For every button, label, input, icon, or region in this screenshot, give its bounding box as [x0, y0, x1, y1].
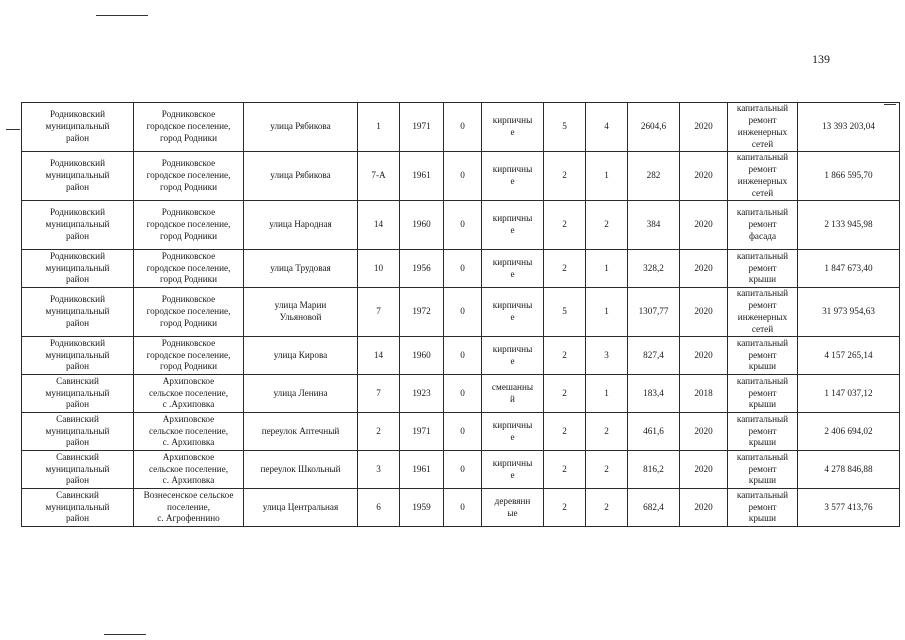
cell-plan-year: 2020: [680, 337, 728, 375]
cell-street: улица Рябикова: [244, 152, 358, 201]
cell-cost: 2 133 945,98: [798, 201, 900, 250]
cell-cost: 13 393 203,04: [798, 103, 900, 152]
cell-area: 384: [628, 201, 680, 250]
page-number: 139: [812, 52, 830, 66]
cell-work-type: капитальный ремонт инженерных сетей: [728, 103, 798, 152]
cell-entrances: 2: [586, 489, 628, 527]
cell-entrances: 1: [586, 152, 628, 201]
cell-plan-year: 2020: [680, 451, 728, 489]
cell-house-number: 7: [358, 375, 400, 413]
cell-floors: 5: [544, 103, 586, 152]
table-row: [22, 413, 900, 451]
housing-repair-table: [21, 102, 900, 527]
table-row: [22, 288, 900, 337]
cell-street: переулок Школьный: [244, 451, 358, 489]
cell-work-type: капитальный ремонт крыши: [728, 375, 798, 413]
cell-work-type: капитальный ремонт крыши: [728, 337, 798, 375]
cell-build-year: 1961: [400, 152, 444, 201]
cell-wall-material: кирпичны е: [482, 201, 544, 250]
cell-settlement: Родниковское городское поселение, город Родники: [134, 103, 244, 152]
cell-build-year: 1971: [400, 103, 444, 152]
cell-area: 2604,6: [628, 103, 680, 152]
cell-build-year: 1960: [400, 337, 444, 375]
cell-work-type: капитальный ремонт инженерных сетей: [728, 288, 798, 337]
cell-cost: 1 847 673,40: [798, 250, 900, 288]
cell-cost: 4 157 265,14: [798, 337, 900, 375]
cell-cost: 1 147 037,12: [798, 375, 900, 413]
cell-district: Родниковский муниципальный район: [22, 337, 134, 375]
cell-build-year: 1971: [400, 413, 444, 451]
cell-work-type: капитальный ремонт крыши: [728, 489, 798, 527]
cell-street: переулок Аптечный: [244, 413, 358, 451]
cell-house-number: 10: [358, 250, 400, 288]
cell-floors: 2: [544, 375, 586, 413]
cell-street: улица Кирова: [244, 337, 358, 375]
cell-settlement: Вознесенское сельское поселение, с. Агрофеннино: [134, 489, 244, 527]
cell-zero: 0: [444, 201, 482, 250]
cell-cost: 31 973 954,63: [798, 288, 900, 337]
cell-wall-material: смешанны й: [482, 375, 544, 413]
cell-street: улица Трудовая: [244, 250, 358, 288]
cell-plan-year: 2020: [680, 152, 728, 201]
cell-zero: 0: [444, 375, 482, 413]
cell-entrances: 4: [586, 103, 628, 152]
cell-work-type: капитальный ремонт инженерных сетей: [728, 152, 798, 201]
table-row: [22, 337, 900, 375]
cell-floors: 2: [544, 337, 586, 375]
cell-floors: 5: [544, 288, 586, 337]
cell-wall-material: кирпичны е: [482, 103, 544, 152]
cell-settlement: Архиповское сельское поселение, с. Архиповка: [134, 413, 244, 451]
cell-plan-year: 2018: [680, 375, 728, 413]
cell-plan-year: 2020: [680, 288, 728, 337]
cell-floors: 2: [544, 250, 586, 288]
cell-district: Родниковский муниципальный район: [22, 288, 134, 337]
cell-wall-material: деревянн ые: [482, 489, 544, 527]
cell-district: Савинский муниципальный район: [22, 413, 134, 451]
cell-district: Родниковский муниципальный район: [22, 103, 134, 152]
cell-work-type: капитальный ремонт крыши: [728, 413, 798, 451]
cell-zero: 0: [444, 103, 482, 152]
cell-floors: 2: [544, 152, 586, 201]
cell-area: 282: [628, 152, 680, 201]
cell-house-number: 6: [358, 489, 400, 527]
table-row: [22, 103, 900, 152]
cell-settlement: Архиповское сельское поселение, с .Архиповка: [134, 375, 244, 413]
cell-floors: 2: [544, 413, 586, 451]
cell-floors: 2: [544, 201, 586, 250]
cell-wall-material: кирпичны е: [482, 451, 544, 489]
cell-work-type: капитальный ремонт крыши: [728, 451, 798, 489]
cell-zero: 0: [444, 337, 482, 375]
cell-wall-material: кирпичны е: [482, 337, 544, 375]
cell-zero: 0: [444, 250, 482, 288]
cell-house-number: 7-А: [358, 152, 400, 201]
cell-build-year: 1960: [400, 201, 444, 250]
cell-entrances: 1: [586, 375, 628, 413]
cell-build-year: 1959: [400, 489, 444, 527]
cell-settlement: Родниковское городское поселение, город Родники: [134, 201, 244, 250]
cell-district: Савинский муниципальный район: [22, 375, 134, 413]
cell-house-number: 14: [358, 201, 400, 250]
cell-area: 682,4: [628, 489, 680, 527]
cell-street: улица Ленина: [244, 375, 358, 413]
cell-floors: 2: [544, 451, 586, 489]
cell-district: Родниковский муниципальный район: [22, 250, 134, 288]
cell-work-type: капитальный ремонт фасада: [728, 201, 798, 250]
cell-street: улица Марии Ульяновой: [244, 288, 358, 337]
cell-street: улица Рябикова: [244, 103, 358, 152]
cell-plan-year: 2020: [680, 250, 728, 288]
cell-floors: 2: [544, 489, 586, 527]
cell-plan-year: 2020: [680, 413, 728, 451]
cell-zero: 0: [444, 489, 482, 527]
cell-settlement: Родниковское городское поселение, город Родники: [134, 152, 244, 201]
table-row: [22, 250, 900, 288]
cell-zero: 0: [444, 288, 482, 337]
cell-zero: 0: [444, 413, 482, 451]
cell-build-year: 1961: [400, 451, 444, 489]
cell-build-year: 1972: [400, 288, 444, 337]
cell-area: 816,2: [628, 451, 680, 489]
cell-zero: 0: [444, 152, 482, 201]
cell-area: 827,4: [628, 337, 680, 375]
cell-settlement: Родниковское городское поселение, город Родники: [134, 337, 244, 375]
cell-district: Родниковский муниципальный район: [22, 152, 134, 201]
cell-entrances: 1: [586, 288, 628, 337]
cell-house-number: 2: [358, 413, 400, 451]
cell-wall-material: кирпичны е: [482, 250, 544, 288]
cell-cost: 4 278 846,88: [798, 451, 900, 489]
cell-wall-material: кирпичны е: [482, 413, 544, 451]
cell-entrances: 2: [586, 201, 628, 250]
cell-street: улица Центральная: [244, 489, 358, 527]
table-row: [22, 375, 900, 413]
cell-settlement: Родниковское городское поселение, город Родники: [134, 288, 244, 337]
cell-area: 328,2: [628, 250, 680, 288]
cell-plan-year: 2020: [680, 489, 728, 527]
cell-build-year: 1956: [400, 250, 444, 288]
cell-cost: 3 577 413,76: [798, 489, 900, 527]
cell-area: 461,6: [628, 413, 680, 451]
cell-entrances: 1: [586, 250, 628, 288]
cell-settlement: Архиповское сельское поселение, с. Архиповка: [134, 451, 244, 489]
cell-build-year: 1923: [400, 375, 444, 413]
table-row: [22, 201, 900, 250]
cell-house-number: 3: [358, 451, 400, 489]
cell-plan-year: 2020: [680, 103, 728, 152]
cell-plan-year: 2020: [680, 201, 728, 250]
cell-area: 183,4: [628, 375, 680, 413]
cell-house-number: 14: [358, 337, 400, 375]
cell-house-number: 7: [358, 288, 400, 337]
cell-entrances: 2: [586, 451, 628, 489]
cell-district: Савинский муниципальный район: [22, 489, 134, 527]
cell-work-type: капитальный ремонт крыши: [728, 250, 798, 288]
table-row: [22, 489, 900, 527]
table-row: [22, 152, 900, 201]
cell-settlement: Родниковское городское поселение, город Родники: [134, 250, 244, 288]
cell-house-number: 1: [358, 103, 400, 152]
cell-zero: 0: [444, 451, 482, 489]
cell-district: Родниковский муниципальный район: [22, 201, 134, 250]
cell-wall-material: кирпичны е: [482, 152, 544, 201]
table-row: [22, 451, 900, 489]
cell-cost: 2 406 694,02: [798, 413, 900, 451]
cell-wall-material: кирпичны е: [482, 288, 544, 337]
cell-street: улица Народная: [244, 201, 358, 250]
cell-cost: 1 866 595,70: [798, 152, 900, 201]
cell-entrances: 2: [586, 413, 628, 451]
cell-district: Савинский муниципальный район: [22, 451, 134, 489]
cell-entrances: 3: [586, 337, 628, 375]
cell-area: 1307,77: [628, 288, 680, 337]
